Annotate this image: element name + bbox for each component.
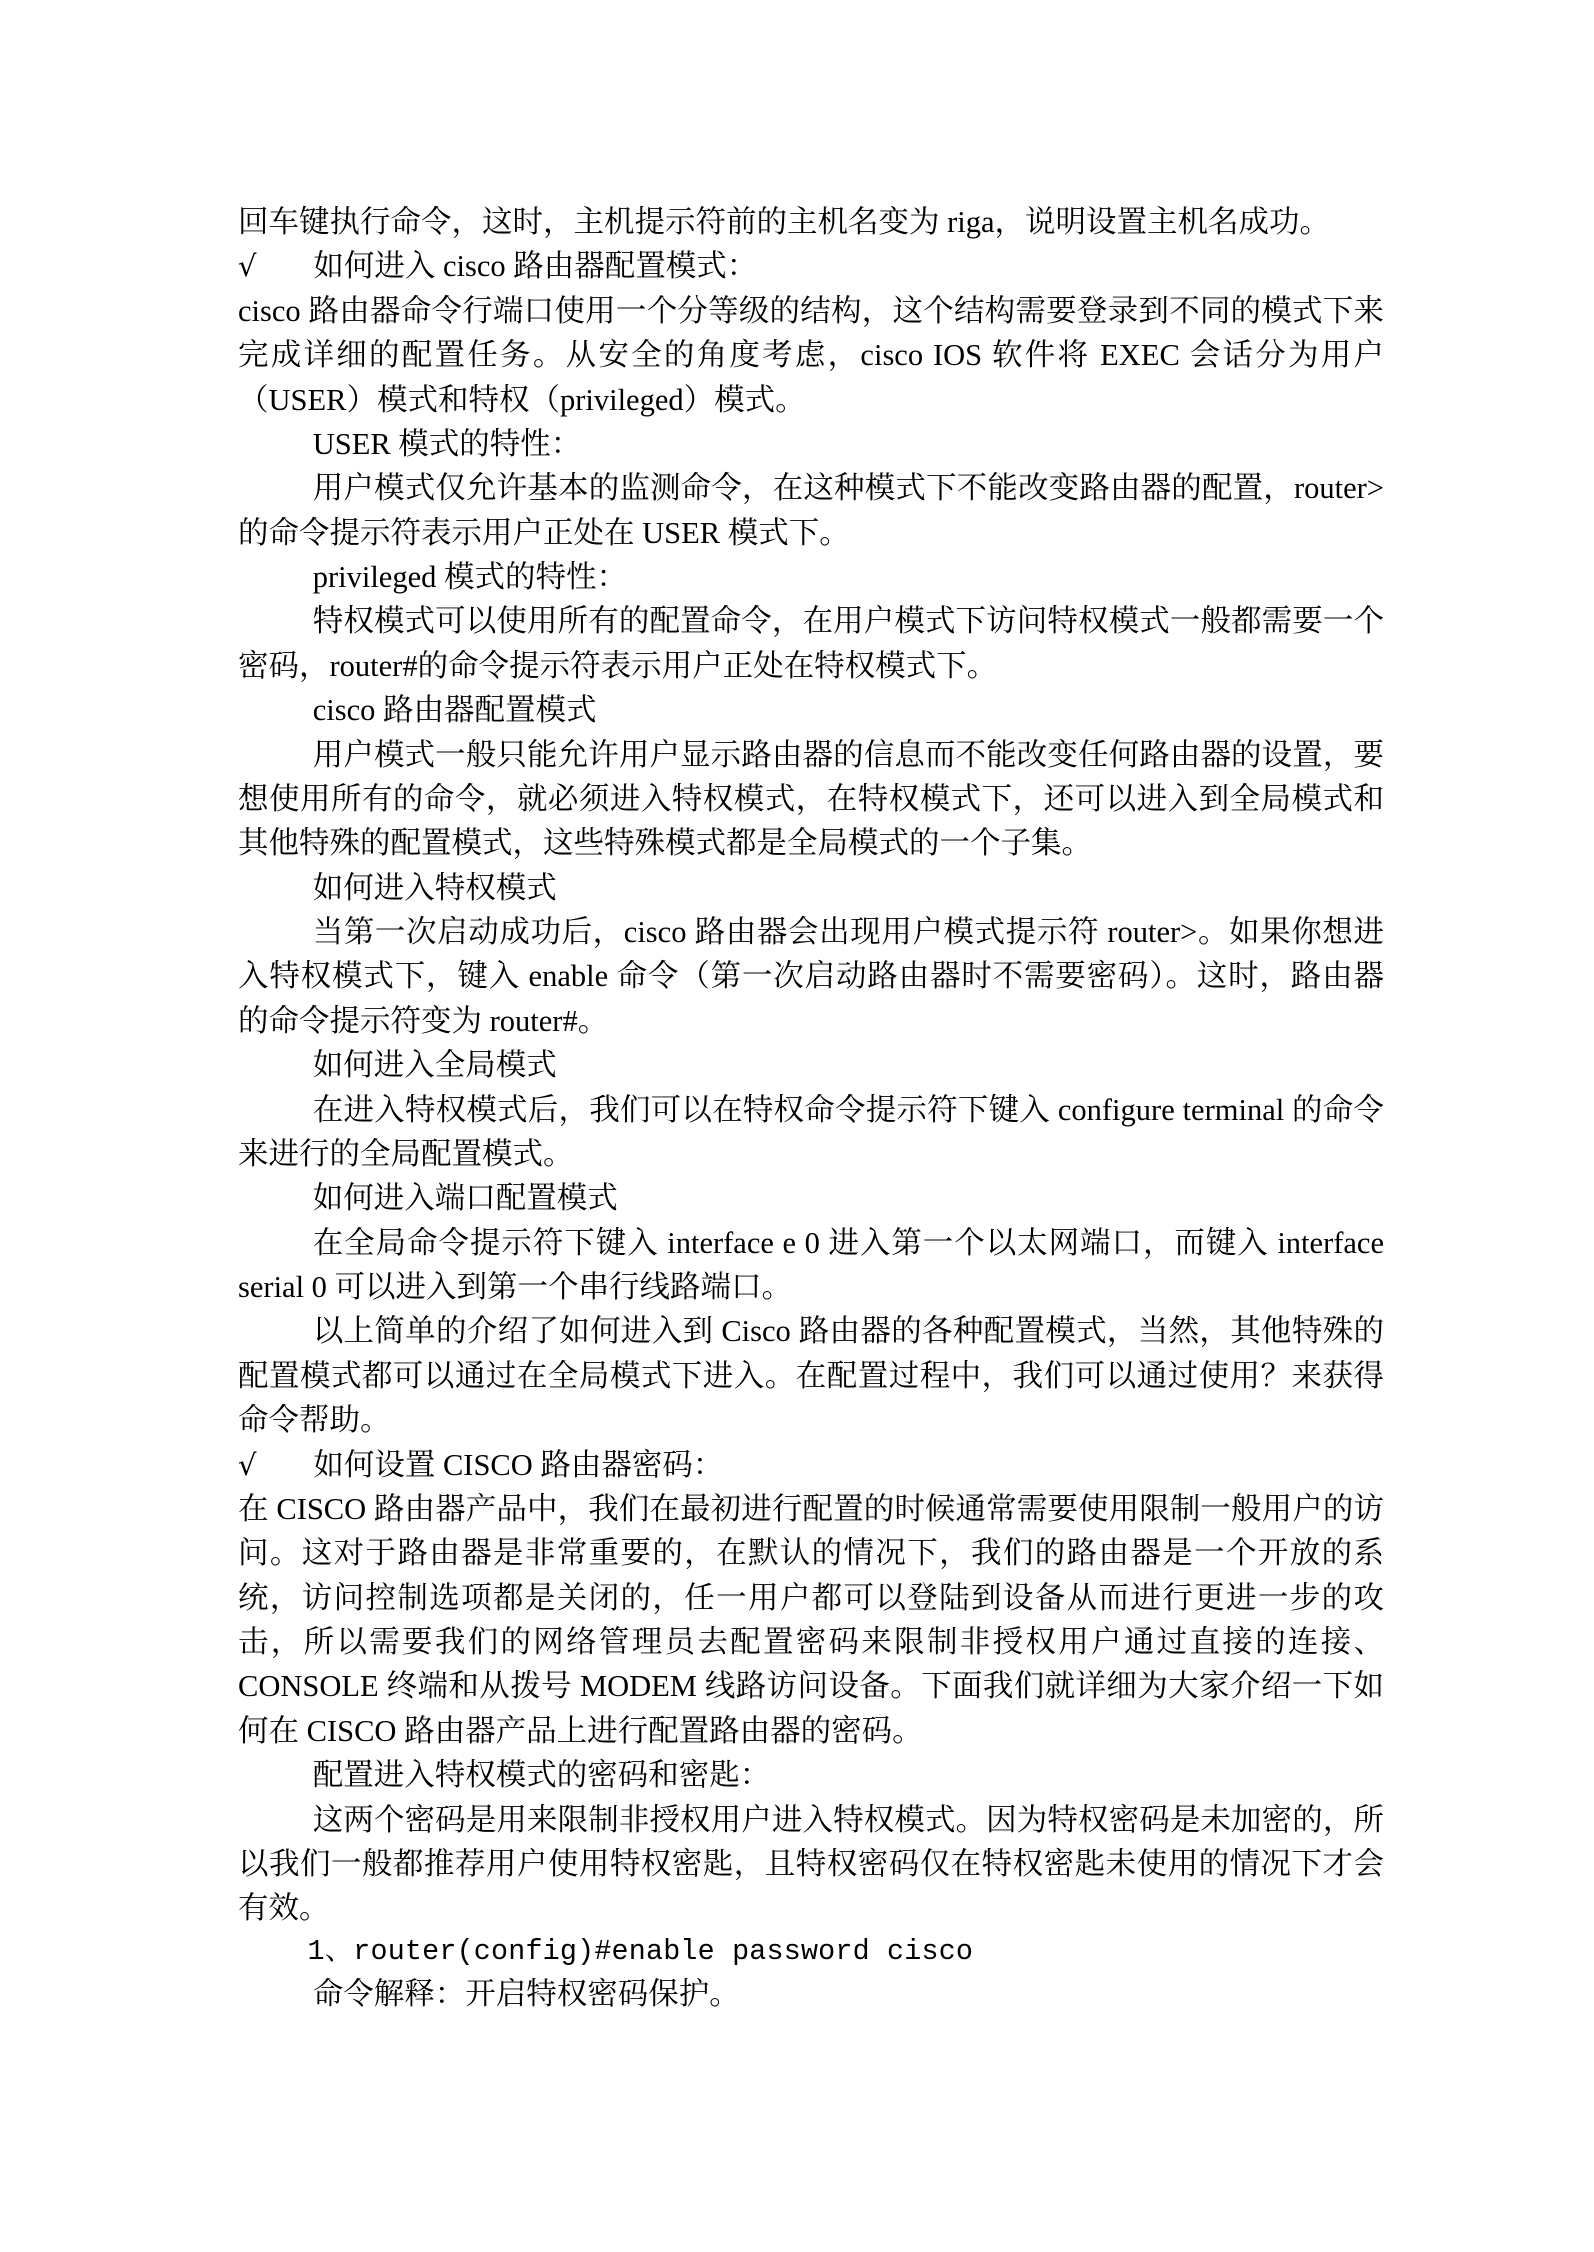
paragraph: 如何进入端口配置模式 <box>312 1181 618 1216</box>
checkmark-icon: √ <box>238 249 257 284</box>
paragraph: 当第一次启动成功后，cisco 路由器会出现用户模式提示符 router>。如果你想进入特权模式下，键入 enable 命令（第一次启动路由器时不需要密码）。这时，路由器的命令提示符变为 router#。 <box>238 915 1384 1038</box>
paragraph: cisco 路由器配置模式 <box>312 693 597 728</box>
paragraph: 这两个密码是用来限制非授权用户进入特权模式。因为特权密码是未加密的，所以我们一般都推荐用户使用特权密匙，且特权密码仅在特权密匙未使用的情况下才会有效。 <box>238 1802 1384 1926</box>
paragraph: 用户模式一般只能允许用户显示路由器的信息而不能改变任何路由器的设置，要想使用所有的命令，就必须进入特权模式，在特权模式下，还可以进入到全局模式和其他特殊的配置模式，这些特殊模式都是全局模式的一个子集。 <box>238 737 1384 861</box>
paragraph: 如何进入全局模式 <box>312 1048 557 1083</box>
paragraph: 命令解释：开启特权密码保护。 <box>312 1976 740 2011</box>
paragraph: 在进入特权模式后，我们可以在特权命令提示符下键入 configure terminal 的命令来进行的全局配置模式。 <box>238 1092 1384 1171</box>
paragraph-bullet <box>238 1443 1384 1487</box>
paragraph: 以上简单的介绍了如何进入到 Cisco 路由器的各种配置模式，当然，其他特殊的配置模式都可以通过在全局模式下进入。在配置过程中，我们可以通过使用？来获得命令帮助。 <box>238 1314 1384 1438</box>
paragraph: cisco 路由器命令行端口使用一个分等级的结构，这个结构需要登录到不同的模式下来完成详细的配置任务。从安全的角度考虑，cisco IOS 软件将 EXEC 会话分为用户（USER）模式和特权（privileged）模式。 <box>238 293 1384 417</box>
paragraph: 在全局命令提示符下键入 interface e 0 进入第一个以太网端口，而键入 interface serial 0 可以进入到第一个串行线路端口。 <box>238 1225 1384 1304</box>
paragraph-bullet <box>238 244 1384 288</box>
paragraph: 用户模式仅允许基本的监测命令，在这种模式下不能改变路由器的配置，router>的命令提示符表示用户正处在 USER 模式下。 <box>238 471 1384 550</box>
paragraph: privileged 模式的特性： <box>312 560 627 594</box>
paragraph: 回车键执行命令，这时，主机提示符前的主机名变为 riga，说明设置主机名成功。 <box>238 205 1331 239</box>
paragraph: 在 CISCO 路由器产品中，我们在最初进行配置的时候通常需要使用限制一般用户的访问。这对于路由器是非常重要的，在默认的情况下，我们的路由器是一个开放的系统，访问控制选项都是关闭的，任一用户都可以登陆到设备从而进行更进一步的攻击，所以需要我们的网络管理员去配置密码来限制非授权用户通过直接的连接、CONSOLE 终端和从拨号 MODEM 线路访问设备。下面我们就详细为大家介绍一下如何在 CISCO 路由器产品上进行配置路由器的密码。 <box>238 1491 1384 1748</box>
paragraph-text: 如何设置 CISCO 路由器密码： <box>313 1447 724 1482</box>
document-body <box>238 200 1384 2016</box>
paragraph-command: 1、router(config)#enable password cisco <box>307 1934 974 1968</box>
paragraph-text: 如何进入 cisco 路由器配置模式： <box>313 249 758 284</box>
checkmark-icon: √ <box>238 1447 257 1482</box>
paragraph: 特权模式可以使用所有的配置命令，在用户模式下访问特权模式一般都需要一个密码，router#的命令提示符表示用户正处在特权模式下。 <box>238 604 1384 683</box>
paragraph: USER 模式的特性： <box>312 426 582 461</box>
paragraph: 如何进入特权模式 <box>312 870 557 905</box>
paragraph: 配置进入特权模式的密码和密匙： <box>312 1758 771 1793</box>
